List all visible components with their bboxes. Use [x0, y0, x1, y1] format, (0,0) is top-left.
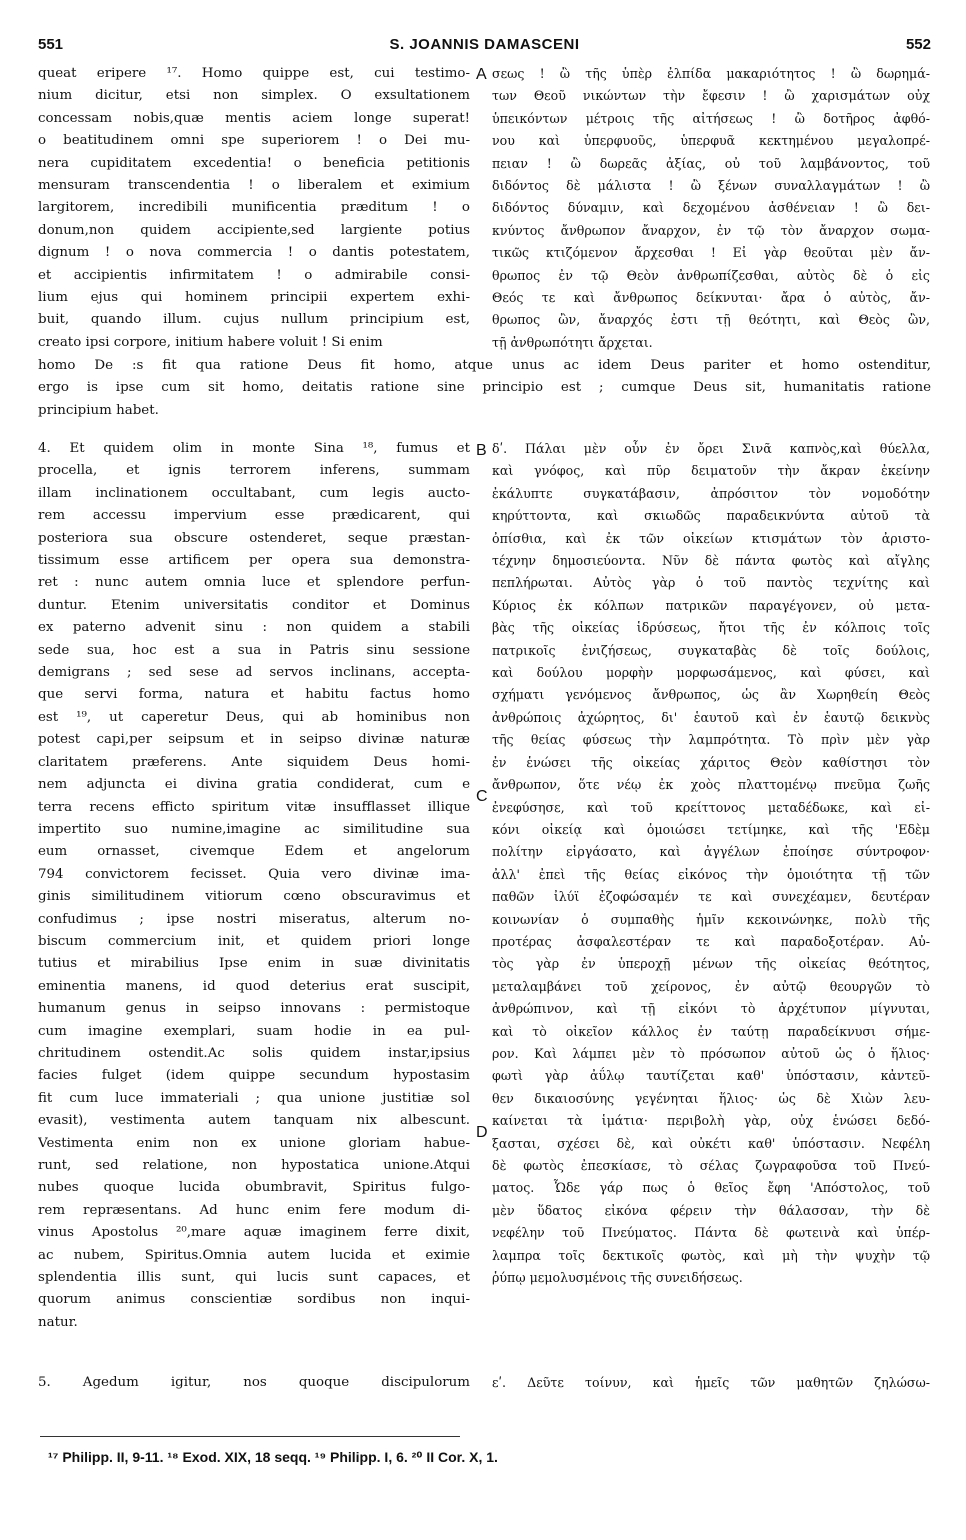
greek-line: ὀπίσθια, καὶ ἐκ τῶν οἰκείων κτισμάτων τὸν ἀριστο- [492, 530, 930, 546]
greek-line: θεν δικαιοσύνης γεγένηται ἥλιος· ὡς δὲ Χιὼν λευ- [492, 1090, 930, 1106]
greek-line: κόνι οἰκείᾳ καὶ ὁμοιώσει τετίμηκε, καὶ τῆς 'Εδὲμ [492, 821, 930, 837]
latin-line: nubes quoque lucida obumbravit, Spiritus fulgo- [38, 1180, 470, 1196]
latin-line: est ¹⁹, ut caperetur Deus, qui ab hominibus non [38, 709, 470, 725]
latin-line: nem adjuncta ei divina gratia condiderat, cum e [38, 777, 470, 793]
latin-line: impertito suo numine,imagine ac similitudine sua [38, 821, 470, 837]
full-width-paragraph [38, 355, 931, 422]
latin-line: humanum genus in seipso innovans : permistoque [38, 1001, 470, 1017]
greek-column-main [492, 438, 930, 1289]
latin-line: queat eripere ¹⁷. Homo quippe est, cui testimo- [38, 66, 470, 81]
latin-line: rem accessu impervium esse prædicarent, qui [38, 508, 470, 524]
greek-line: τῇ ἀνθρωπότητι ἄρχεται. [492, 334, 653, 350]
latin-line: 4. Et quidem olim in monte Sina ¹⁸, fumus et [38, 441, 470, 456]
latin-line: quorum animus conscientiæ sordibus non inqui- [38, 1292, 470, 1308]
latin-line: o beatitudinem omni spe superiorem ! o Dei mu- [38, 133, 470, 149]
greek-line: σχήματι γενόμενος ἄνθρωπος, ὡς ἂν Χωρηθείη Θεὸς [492, 687, 930, 703]
greek-line: ὑπεικόντων μέτροις τῆς αἰτήσεως ! ὢ δοτῆρος ἀφθό- [492, 110, 930, 126]
greek-line: ματος. Ὧδε γάρ πως ὁ θεῖος ἔφη 'Απόστολος, τοῦ [492, 1180, 930, 1196]
page-header [38, 36, 931, 58]
latin-line: cum imagine exemplari, suam hodie in ea pul- [38, 1023, 470, 1039]
latin-line: Vestimenta enim non ex unione gloriam habue- [38, 1135, 470, 1151]
greek-line: πατρικοῖς ἐνιζήσεως, συγκαταβὰς δὲ τοῖς δούλοις, [492, 642, 930, 658]
greek-line: σεως ! ὢ τῆς ὑπὲρ ἐλπίδα μακαριότητος ! ὢ δωρημά- [492, 66, 930, 81]
latin-line: natur. [38, 1314, 78, 1330]
greek-line: των Θεοῦ νικώντων τὴν ἔφεσιν ! ὢ χαρισμάτων οὐχ [492, 88, 930, 104]
greek-line: πεπλήρωται. Αὐτὸς γὰρ ὁ τοῦ παντὸς τεχνίτης καὶ [492, 575, 930, 591]
page-number-right: 552 [905, 36, 931, 53]
latin-line: procella, et ignis terrorem inferens, summam [38, 463, 470, 479]
greek-line: κοινωνίαν ὁ συμπαθὴς ἡμῖν κεκοινώνηκε, πολὺ τῆς [492, 911, 930, 927]
greek-line: ἀλλ' ἐπεὶ τῆς θείας εἰκόνος τὴν ὁμοιότητα τῇ τῶν [492, 866, 930, 882]
greek-line: Κύριος ἐκ κόλπων πατρικῶν παραγέγονεν, οὐ μετα- [492, 597, 930, 613]
latin-line: ret : nunc autem omnia luce et splendore perfun- [38, 575, 470, 591]
greek-line: τὸς γὰρ ἐν ὑπεροχῇ μένων τῆς οἰκείας θεότητος, [492, 956, 930, 972]
latin-line: nera cupiditatem excedentia! o beneficia petitionis [38, 155, 470, 171]
latin-line: nium dicitur, etsi non simplex. O exsultationem [38, 88, 470, 104]
greek-line: ῥύπῳ μεμολυσμένοις τῆς συνειδήσεως. [492, 1270, 743, 1286]
greek-line: καὶ τὸ οἰκεῖον κάλλος ἐν ταύτῃ παραδείκνυσι σήμε- [492, 1023, 930, 1039]
latin-line: ex paterno advenit sinu : non quidem a stabili [38, 620, 470, 636]
latin-line: ac nubem, Spiritus.Omnia autem lucida et eximie [38, 1247, 470, 1263]
greek-line: καὶ γνόφος, καὶ πῦρ δειματοῦν τὴν ἄκραν ἐκείνην [492, 463, 930, 479]
full-width-line: principium habet. [38, 402, 159, 418]
latin-line: buit, quando illum. cujus nullum principium est, [38, 312, 470, 328]
latin-line: mensuram transcendentia ! o liberalem et eximium [38, 178, 470, 194]
latin-line: largitorem, incredibili munificentia præditum ! o [38, 200, 470, 216]
greek-line: διδόντος δὲ μάλιστα ! ὢ ξένων συναλλαγμάτων ! ὢ [492, 178, 930, 194]
latin-line: vinus Apostolus ²⁰,mare aquæ imaginem ferre dixit, [38, 1225, 470, 1241]
greek-line: πολίτην εἰργάσατο, καὶ ἀγγέλων ἐποίησε σύντροφον· [492, 844, 930, 860]
latin-line: tutius et mirabilius Ipse enim in suæ divinitatis [38, 956, 470, 972]
latin-section-5 [38, 1372, 470, 1394]
greek-line: κηρύττοντα, καὶ σκιωδῶς παραδεικνύντα αὐτοῦ τὰ [492, 508, 930, 524]
greek-section-5 [492, 1372, 930, 1394]
greek-line: ρον. Καὶ λάμπει μὲν τὸ πρόσωπον αὐτοῦ ὡς ὁ ἥλιος· [492, 1045, 930, 1061]
latin-line: ginis similitudinem vitiorum cœno obscuravimus et [38, 889, 470, 905]
latin-line: evasit), vestimenta autem tanquam nix albescunt. [38, 1113, 470, 1129]
running-title: S. JOANNIS DAMASCENI [389, 36, 580, 53]
margin-letter-d: D [476, 1124, 488, 1141]
latin-column-top [38, 63, 470, 354]
latin-line: claritatem præferens. Ante siquidem Deus homi- [38, 754, 470, 770]
greek-line: μεταλαμβάνει τοῦ χείρονος, ἐν αὐτῷ θεουργῶν τὸ [492, 978, 930, 994]
latin-column-main [38, 438, 470, 1334]
greek-line: παθῶν ἰλύϊ ἐζοφώσαμέν τε καὶ συνεχέαμεν, δευτέραν [492, 889, 930, 905]
greek-section-5-line: εʹ. Δεῦτε τοίνυν, καὶ ἡμεῖς τῶν μαθητῶν ζηλώσω- [492, 1375, 930, 1390]
greek-line: βὰς τῆς οἰκείας ἱδρύσεως, ἤτοι τῆς ἐν κόλποις τοῖς [492, 620, 930, 636]
greek-line: νου καὶ ὑπερφυοῦς, ὑπερφυᾶ κεκτημένου μεγαλοπρέ- [492, 133, 930, 149]
latin-line: lium ejus qui hominem principii expertem exhi- [38, 290, 470, 306]
latin-line: et accipientis infirmitatem ! o admirabile consi- [38, 267, 470, 283]
greek-line: ξασται, σχέσει δὲ, καὶ οὐκέτι καθ' ὑπόστασιν. Νεφέλη [492, 1135, 930, 1151]
greek-line: δὲ φωτὸς ἐπεσκίασε, τὸ σέλας ζωγραφοῦσα τοῦ Πνεύ- [492, 1158, 930, 1173]
page-number-left: 551 [38, 36, 64, 53]
latin-line: donum,non quidem accipiente,sed largiente potius [38, 222, 470, 238]
latin-line: que servi forma, natura et habitu factus homo [38, 687, 470, 703]
greek-line: τῆς θείας φύσεως τὴν λαμπρότητα. Τὸ πρὶν μὲν γὰρ [492, 732, 930, 748]
footnote-rule [40, 1436, 460, 1437]
latin-line: confudimus ; ipse nostri miseratus, alterum no- [38, 911, 470, 927]
margin-letter-b: B [476, 442, 487, 459]
greek-line: τικῶς κτιζόμενον ἄρχεσθαι ! Εἰ γὰρ θεοῦται μὲν ἄν- [492, 245, 930, 261]
greek-line: θρωπος ὢν, ἄναρχός ἐστι τῇ θεότητι, καὶ Θεὸς ὢν, [492, 312, 930, 328]
footnotes: ¹⁷ Philipp. II, 9-11. ¹⁸ Exod. XIX, 18 seqq. ¹⁹ Philipp. I, 6. ²⁰ II Cor. X, 1. [48, 1449, 498, 1465]
latin-line: rem repræsentans. Ad hunc enim fere modum di- [38, 1202, 470, 1218]
latin-line: biscum commercium init, et quidem priori longe [38, 933, 470, 949]
latin-line: 794 convictorem fecisset. Quia vero divinæ ima- [38, 866, 470, 882]
greek-line: ἐν ἑνώσει τῆς οἰκείας χάριτος Θεὸν καθίστησι τὸν [492, 754, 930, 770]
greek-line: ἀνθρώπινον, καὶ τῇ εἰκόνι τὸ ἀρχέτυπον μίγνυται, [492, 1001, 930, 1017]
greek-line: προτέρας ἀσφαλεστέραν τε καὶ παραδοξοτέραν. Αὐ- [492, 933, 930, 949]
latin-line: potest capi,per seipsum et in seipso divinæ naturæ [38, 732, 470, 748]
greek-line: θρωπος ἐν τῷ Θεὸν ἀνθρωπίζεσθαι, αὐτὸς δὲ ὁ εἰς [492, 267, 930, 283]
greek-line: καὶ δούλου μορφὴν μορφωσάμενος, καὶ φύσει, καὶ [492, 665, 930, 681]
greek-line: νεφέλην τοῦ Πνεύματος. Πάντα δὲ φωτεινὰ καὶ ὑπέρ- [492, 1225, 930, 1241]
latin-line: facies fulget (idem quippe secundum hypostasim [38, 1068, 470, 1084]
latin-line: terra recens efficto spiritum vitæ insufflasset illique [38, 799, 470, 815]
latin-line: concessam nobis,quæ mentis aciem longe superat! [38, 110, 470, 126]
greek-line: ἐκάλυπτε συγκατάβασιν, ἀπρόσιτον τὸν νομοδότην [492, 485, 930, 501]
latin-line: chritudinem ostendit.Ac solis quidem instar,ipsius [38, 1045, 470, 1061]
latin-line: creato ipsi corpore, initium habere voluit ! Si enim [38, 334, 383, 350]
greek-line: πειαν ! ὢ δωρεᾶς ἀξίας, οὐ τοῦ λαμβάνοντος, τοῦ [492, 155, 930, 171]
margin-letter-a: A [476, 66, 487, 83]
greek-column-top [492, 63, 930, 354]
greek-line: καίνεται τὰ ἱμάτια· περιβολὴ γὰρ, οὐχ ἑνώσει δεδό- [492, 1113, 930, 1129]
greek-line: Θεός τε καὶ ἄνθρωπος δείκνυται· ἄρα ὁ αὐτὸς, ἄν- [492, 290, 930, 306]
greek-line: μὲν ὕδατος εἰκόνα φέρειν τὴν θάλασσαν, τὴν δὲ [492, 1202, 930, 1218]
full-width-line: homo De :s fit qua ratione Deus fit homo, atque unus ac idem Deus pariter et homo ostenditur, [38, 358, 931, 373]
greek-line: κνύντος ἄνθρωπον ἄναρχον, ἐν τῷ τὸν ἄναρχον σωμα- [492, 222, 930, 238]
greek-line: τέχνην δημοσιεύοντα. Νῦν δὲ πάντα φωτὸς καὶ αἴγλης [492, 553, 930, 569]
latin-line: eminentia manens, id quod deterius erat suscipit, [38, 978, 470, 994]
greek-line: ἀνθρώποις ἀχώρητος, δι' ἑαυτοῦ καὶ ἐν ἑαυτῷ δεικνὺς [492, 709, 930, 725]
greek-line: λαμπρα τοῖς δεκτικοῖς φωτὸς, καὶ μὴ τὴν ψυχὴν τῷ [492, 1247, 930, 1263]
margin-letter-c: C [476, 788, 488, 805]
greek-line: διδόντος δύναμιν, καὶ δεχομένου ἀσθένειαν ! ὢ δει- [492, 200, 930, 216]
latin-line: sede sua, hoc est a sua in Patris sinu sessione [38, 642, 470, 658]
greek-line: ἐνεφύσησε, καὶ τοῦ κρείττονος μεταδέδωκε, καὶ εἰ- [492, 799, 930, 815]
greek-line: ἄνθρωπον, ὅτε νέῳ ἐκ χοὸς πλαττομένῳ πνεῦμα ζωῆς [492, 777, 930, 793]
greek-line: δʹ. Πάλαι μὲν οὖν ἐν ὄρει Σινᾶ καπνὸς,καὶ θύελλα, [492, 441, 930, 456]
latin-line: posteriora sua obscure ostenderet, seque præstan- [38, 530, 470, 546]
latin-line: duntur. Etenim universitatis conditor et Dominus [38, 597, 470, 613]
latin-line: demigrans ; sed sese ad servos inclinans, accepta- [38, 665, 470, 681]
latin-line: dignum ! o nova commercia ! o dantis potestatem, [38, 245, 470, 261]
latin-section-5-line: 5. Agedum igitur, nos quoque discipulorum [38, 1375, 470, 1390]
latin-line: tissimum esse artificem per opera sua demonstra- [38, 553, 470, 569]
greek-line: φωτὶ γὰρ ἀΰλῳ ταυτίζεται καθ' ὑπόστασιν, κἀντεῦ- [492, 1068, 930, 1084]
latin-line: illam inclinationem occultabant, cum legis aucto- [38, 485, 470, 501]
latin-line: eum ornasset, civemque Edem et angelorum [38, 844, 470, 860]
latin-line: runt, sed relatione, non hypostatica unione.Atqui [38, 1158, 470, 1173]
latin-line: splendentia illis sunt, qui lucis sunt capaces, et [38, 1270, 470, 1286]
full-width-line: ergo is ipse cum sit homo, deitatis ratione sine principio est ; cumque Deus sit, humanitatis ratione [38, 380, 931, 396]
latin-line: fit cum luce immateriali ; qua unione justitiæ sol [38, 1090, 470, 1106]
